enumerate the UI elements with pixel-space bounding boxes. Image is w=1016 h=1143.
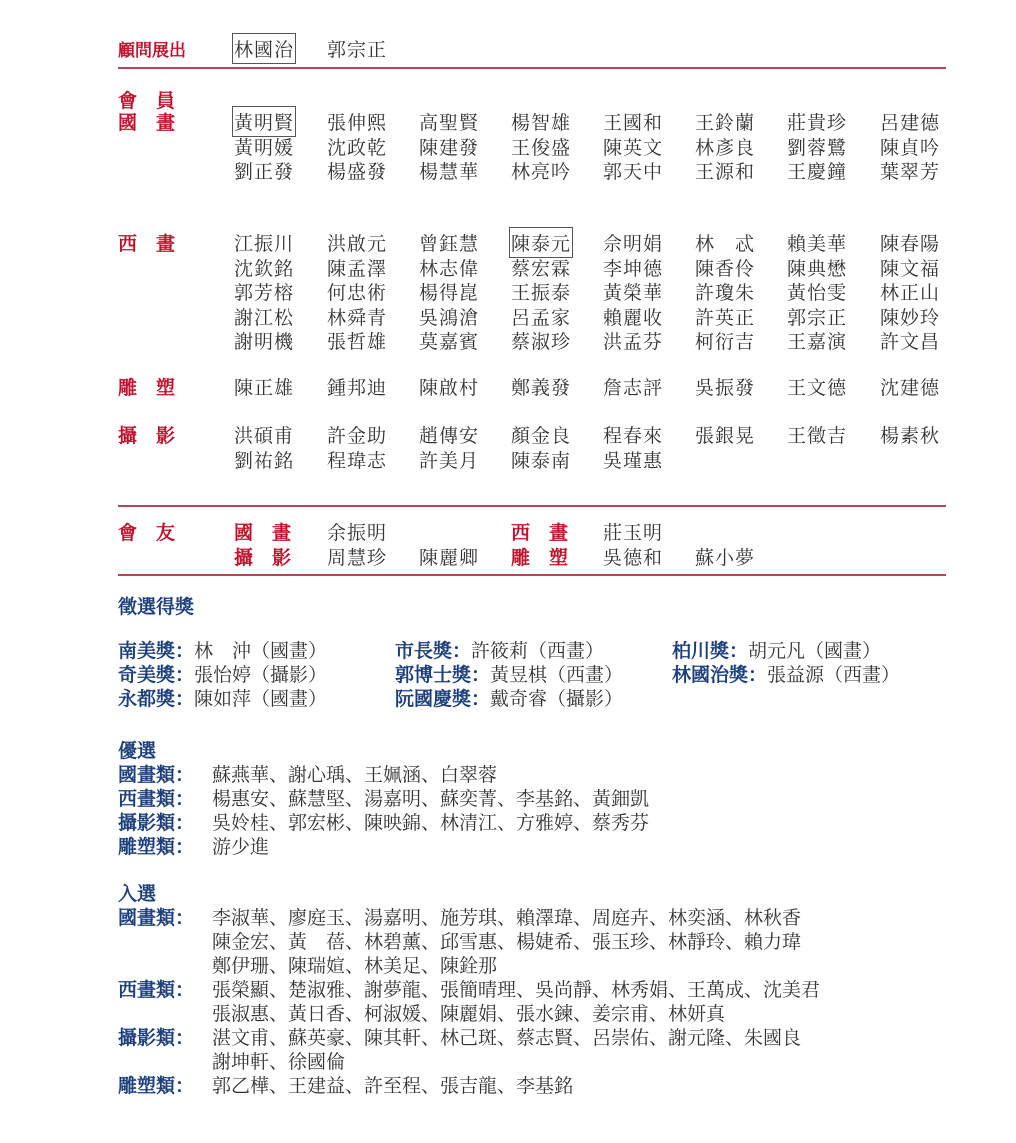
member-name: 陳泰南 — [511, 449, 572, 472]
category-label: 雕 塑 — [511, 547, 569, 569]
member-name: 程春來 — [603, 425, 664, 447]
name-list-line: 鄭伊珊、陳瑞媗、林美足、陳銓那 — [212, 955, 498, 977]
award-entry — [395, 660, 623, 687]
colon: ： — [175, 664, 195, 686]
member-name: 蔡淑珍 — [511, 331, 572, 353]
member-name: 江振川 — [234, 233, 295, 255]
member-name: 楊得崑 — [419, 282, 480, 304]
member-name: 許美月 — [419, 449, 480, 472]
member-name: 郭宗正 — [787, 306, 848, 329]
member-name: 楊智雄 — [511, 112, 572, 134]
name-list-line: 張榮顯、楚淑雅、謝夢龍、張簡晴理、吳尚靜、林秀娟、王萬成、沈美君 — [212, 979, 821, 1001]
member-name: 張銀晃 — [695, 425, 756, 447]
member-name: 黃明媛 — [234, 136, 295, 159]
member-name: 陳啟村 — [419, 377, 480, 399]
member-name: 鍾邦迪 — [327, 377, 388, 399]
member-name: 洪啟元 — [327, 233, 388, 255]
divider-rule — [118, 505, 946, 507]
member-name: 趙傳安 — [419, 425, 480, 447]
member-name: 許文昌 — [880, 331, 941, 353]
category-entry — [118, 975, 194, 1002]
award-value: 黃昱棋（西畫） — [490, 664, 624, 686]
member-name: 楊素秋 — [880, 425, 941, 447]
award-entry — [118, 660, 327, 687]
member-name: 陳泰元 — [511, 229, 571, 256]
category-label: 雕 塑 — [118, 377, 176, 399]
colon: ： — [175, 907, 195, 929]
colon: ： — [471, 688, 491, 710]
member-name: 謝江松 — [234, 306, 295, 329]
category-label: 攝 影 — [118, 425, 176, 447]
category-label: 國畫類 — [118, 764, 176, 786]
category-entry — [118, 784, 194, 811]
category-label: 攝影類 — [118, 1027, 176, 1049]
friend-name: 陳麗卿 — [419, 547, 480, 569]
member-name: 陳春陽 — [880, 233, 941, 255]
name-list-line: 郭乙樺、王建益、許至程、張吉龍、李基銘 — [212, 1075, 574, 1097]
category-label: 國 畫 — [234, 522, 292, 544]
name-list-line: 楊惠安、蘇慧堅、湯嘉明、蘇奕菁、李基銘、黃鈿凱 — [212, 788, 650, 810]
member-name: 陳典懋 — [787, 257, 848, 280]
member-name: 洪孟芬 — [603, 331, 664, 353]
friend-name: 莊玉明 — [603, 522, 664, 544]
award-value: 胡元凡（國畫） — [748, 640, 882, 662]
award-label: 柏川獎 — [672, 640, 730, 662]
category-entry — [118, 1023, 194, 1050]
award-entry — [118, 684, 327, 711]
award-entry — [672, 636, 881, 663]
category-entry — [118, 808, 194, 835]
award-entry — [672, 660, 900, 687]
member-name: 林亮吟 — [511, 161, 572, 183]
member-name: 張伸熙 — [327, 112, 388, 134]
member-name: 陳英文 — [603, 136, 664, 159]
colon: ： — [175, 688, 195, 710]
name-list-line: 吳姈桂、郭宏彬、陳映錦、林清江、方雅婷、蔡秀芬 — [212, 812, 650, 834]
award-value: 張益源（西畫） — [767, 664, 901, 686]
member-name: 莫嘉賓 — [419, 331, 480, 353]
category-label: 西 畫 — [511, 522, 569, 544]
colon: ： — [175, 1075, 195, 1097]
member-name: 高聖賢 — [419, 112, 480, 134]
member-name: 王俊盛 — [511, 136, 572, 159]
member-name: 莊貴珍 — [787, 112, 848, 134]
advisor-label: 顧問展出 — [118, 41, 186, 61]
name-list-line: 蘇燕華、謝心瑀、王姵涵、白翠蓉 — [212, 764, 498, 786]
award-label: 市長獎 — [395, 640, 453, 662]
member-name: 謝明機 — [234, 331, 295, 353]
member-name: 呂建德 — [880, 112, 941, 134]
member-name: 王振泰 — [511, 282, 572, 304]
member-name: 詹志評 — [603, 377, 664, 399]
member-name: 柯衍吉 — [695, 331, 756, 353]
member-name: 林 忒 — [695, 233, 756, 255]
member-name: 陳香伶 — [695, 257, 756, 280]
friends-label: 會 友 — [118, 522, 176, 544]
category-label: 雕塑類 — [118, 1075, 176, 1097]
colon: ： — [175, 788, 195, 810]
category-entry — [118, 832, 194, 859]
category-entry — [118, 903, 194, 930]
award-entry — [395, 684, 623, 711]
member-name: 吳鴻滄 — [419, 306, 480, 329]
member-name: 王國和 — [603, 112, 664, 134]
member-name: 呂孟家 — [511, 306, 572, 329]
member-name: 葉翠芳 — [880, 161, 941, 183]
member-name: 賴麗收 — [603, 306, 664, 329]
member-name: 何忠術 — [327, 282, 388, 304]
member-name: 沈欽銘 — [234, 257, 295, 280]
selected-title: 入選 — [118, 883, 157, 905]
colon: ： — [175, 836, 195, 858]
member-name: 王慶鐘 — [787, 161, 848, 183]
member-name: 劉祐銘 — [234, 449, 295, 472]
divider-rule — [118, 67, 946, 69]
colon: ： — [175, 979, 195, 1001]
awards-title: 徵選得獎 — [118, 596, 195, 618]
member-name: 程瑋志 — [327, 449, 388, 472]
member-name: 沈政乾 — [327, 136, 388, 159]
name-list-line: 游少進 — [212, 836, 270, 858]
award-value: 許筱莉（西畫） — [471, 640, 605, 662]
colon: ： — [452, 640, 472, 662]
member-name: 曾鈺慧 — [419, 233, 480, 255]
colon: ： — [175, 812, 195, 834]
category-entry — [118, 1071, 194, 1098]
category-label: 西畫類 — [118, 979, 176, 1001]
award-value: 戴奇睿（攝影） — [490, 688, 624, 710]
colon: ： — [729, 640, 749, 662]
members-label: 會 員 — [118, 90, 176, 112]
award-label: 永都獎 — [118, 688, 176, 710]
name-list-line: 李淑華、廖庭玉、湯嘉明、施芳琪、賴澤瑋、周庭卉、林奕涵、林秋香 — [212, 907, 802, 929]
member-name: 黃明賢 — [234, 108, 294, 135]
member-name: 郭天中 — [603, 161, 664, 183]
member-name: 顏金良 — [511, 425, 572, 447]
member-name: 王源和 — [695, 161, 756, 183]
award-label: 南美獎 — [118, 640, 176, 662]
member-name: 林正山 — [880, 282, 941, 304]
member-name: 王鈴蘭 — [695, 112, 756, 134]
award-label: 奇美獎 — [118, 664, 176, 686]
member-name: 陳建發 — [419, 136, 480, 159]
colon: ： — [175, 640, 195, 662]
member-name: 佘明娟 — [603, 233, 664, 255]
member-name: 林彥良 — [695, 136, 756, 159]
name-list-line: 張淑惠、黃日香、柯淑媛、陳麗娟、張水鍊、姜宗甫、林妍真 — [212, 1003, 726, 1025]
friend-name: 蘇小夢 — [695, 547, 756, 569]
category-label: 攝 影 — [234, 547, 292, 569]
member-name: 劉蓉鷺 — [787, 136, 848, 159]
member-name: 吳振發 — [695, 377, 756, 399]
member-name: 劉正發 — [234, 161, 295, 183]
member-name: 沈建德 — [880, 377, 941, 399]
member-name: 陳文福 — [880, 257, 941, 280]
member-name: 陳正雄 — [234, 377, 295, 399]
colon: ： — [471, 664, 491, 686]
category-label: 國 畫 — [118, 112, 176, 134]
award-value: 張怡婷（攝影） — [194, 664, 328, 686]
member-name: 王嘉演 — [787, 331, 848, 353]
member-name: 許瓊朱 — [695, 282, 756, 304]
colon: ： — [175, 1027, 195, 1049]
category-label: 西 畫 — [118, 233, 176, 255]
name-list-line: 湛文甫、蘇英豪、陳其軒、林己斑、蔡志賢、呂崇佑、謝元隆、朱國良 — [212, 1027, 802, 1049]
category-label: 攝影類 — [118, 812, 176, 834]
friend-name: 吳德和 — [603, 547, 664, 569]
member-name: 許英正 — [695, 306, 756, 329]
member-name: 李坤德 — [603, 257, 664, 280]
member-name: 鄭義發 — [511, 377, 572, 399]
divider-rule — [118, 574, 946, 576]
category-entry — [118, 760, 194, 787]
excellent-title: 優選 — [118, 740, 157, 762]
member-name: 黃怡雯 — [787, 282, 848, 304]
advisor-name: 郭宗正 — [327, 39, 388, 61]
member-name: 蔡宏霖 — [511, 257, 572, 280]
award-label: 阮國慶獎 — [395, 688, 472, 710]
friend-name: 余振明 — [327, 522, 388, 544]
category-label: 西畫類 — [118, 788, 176, 810]
award-value: 陳如萍（國畫） — [194, 688, 328, 710]
member-name: 王徵吉 — [787, 425, 848, 447]
member-name: 郭芳榕 — [234, 282, 295, 304]
member-name: 楊慧華 — [419, 161, 480, 183]
member-name: 林舜青 — [327, 306, 388, 329]
award-entry — [118, 636, 327, 663]
member-name: 陳妙玲 — [880, 306, 941, 329]
category-label: 國畫類 — [118, 907, 176, 929]
member-name: 吳瑾惠 — [603, 449, 664, 472]
member-name: 陳孟澤 — [327, 257, 388, 280]
member-name: 楊盛發 — [327, 161, 388, 183]
member-name: 黃榮華 — [603, 282, 664, 304]
member-name: 許金助 — [327, 425, 388, 447]
name-list-line: 謝坤軒、徐國倫 — [212, 1051, 346, 1073]
award-label: 郭博士獎 — [395, 664, 472, 686]
award-label: 林國治獎 — [672, 664, 749, 686]
award-value: 林 沖（國畫） — [194, 640, 328, 662]
member-name: 陳貞吟 — [880, 136, 941, 159]
member-name: 林志偉 — [419, 257, 480, 280]
colon: ： — [748, 664, 768, 686]
name-list-line: 陳金宏、黃 蓓、林碧薰、邱雪惠、楊婕希、張玉珍、林靜玲、賴力瑋 — [212, 931, 802, 953]
award-entry — [395, 636, 604, 663]
colon: ： — [175, 764, 195, 786]
member-name: 王文德 — [787, 377, 848, 399]
member-name: 賴美華 — [787, 233, 848, 255]
friend-name: 周慧珍 — [327, 547, 388, 569]
category-label: 雕塑類 — [118, 836, 176, 858]
member-name: 張哲雄 — [327, 331, 388, 353]
advisor-name: 林國治 — [234, 35, 294, 62]
member-name: 洪碩甫 — [234, 425, 295, 447]
